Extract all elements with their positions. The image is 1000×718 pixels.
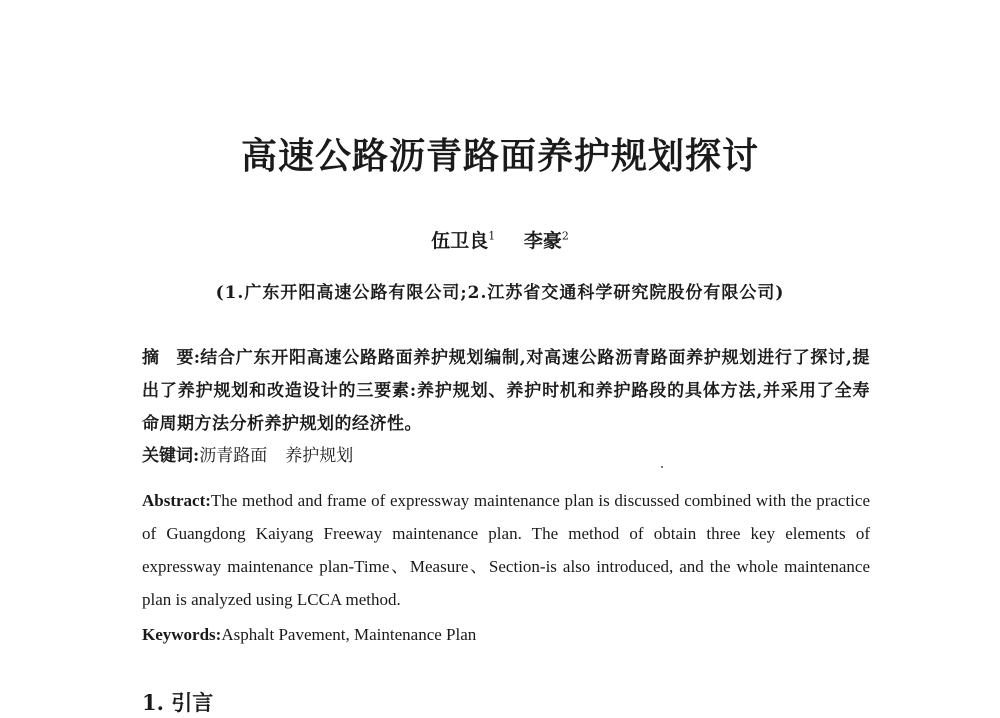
paper-title: 高速公路沥青路面养护规划探讨 [240,135,759,177]
keyword: 养护规划 [285,446,354,466]
affiliation-marker: 1 [488,229,496,243]
author-list [0,226,1000,253]
author-name: 李豪 [523,230,562,252]
keywords-en [142,618,870,651]
affiliation-marker: 2 [561,229,569,243]
section-heading: 1. 引言 [142,690,214,715]
abstract-cn [142,342,870,441]
keyword: 沥青路面 [199,446,268,466]
affiliations: (1.广东开阳高速公路有限公司;2.江苏省交通科学研究院股份有限公司) [215,283,785,303]
keywords-cn-label: 关键词: [142,446,200,466]
scan-speck [661,466,663,468]
abstract-en [142,484,870,616]
author-name: 伍卫良 [431,230,489,252]
abstract-en-label: Abstract: [142,491,211,510]
abstract-cn-label: 摘 要: [142,348,201,368]
author [524,226,569,253]
keywords-en-label: Keywords: [142,625,222,644]
keywords-cn [142,440,870,473]
abstract-cn-text: 结合广东开阳高速公路路面养护规划编制,对高速公路沥青路面养护规划进行了探讨,提出了养护规划和改造设计的三要素:养护规划、养护时机和养护路段的具体方法,并采用了全寿命周期方法分析养护规划的经济性。 [142,348,871,434]
abstract-en-text: The method and frame of expressway maintenance plan is discussed combined with the practice of Guangdong Kaiyang Freeway maintenance plan. The method of obtain three key elements of expressway maintenance plan-Time、Measure、Section-is also introduced, and the whole maintenance plan is analyzed using LCCA method. [142,491,870,609]
keywords-en-text: Asphalt Pavement, Maintenance Plan [221,625,477,644]
author [431,226,495,253]
